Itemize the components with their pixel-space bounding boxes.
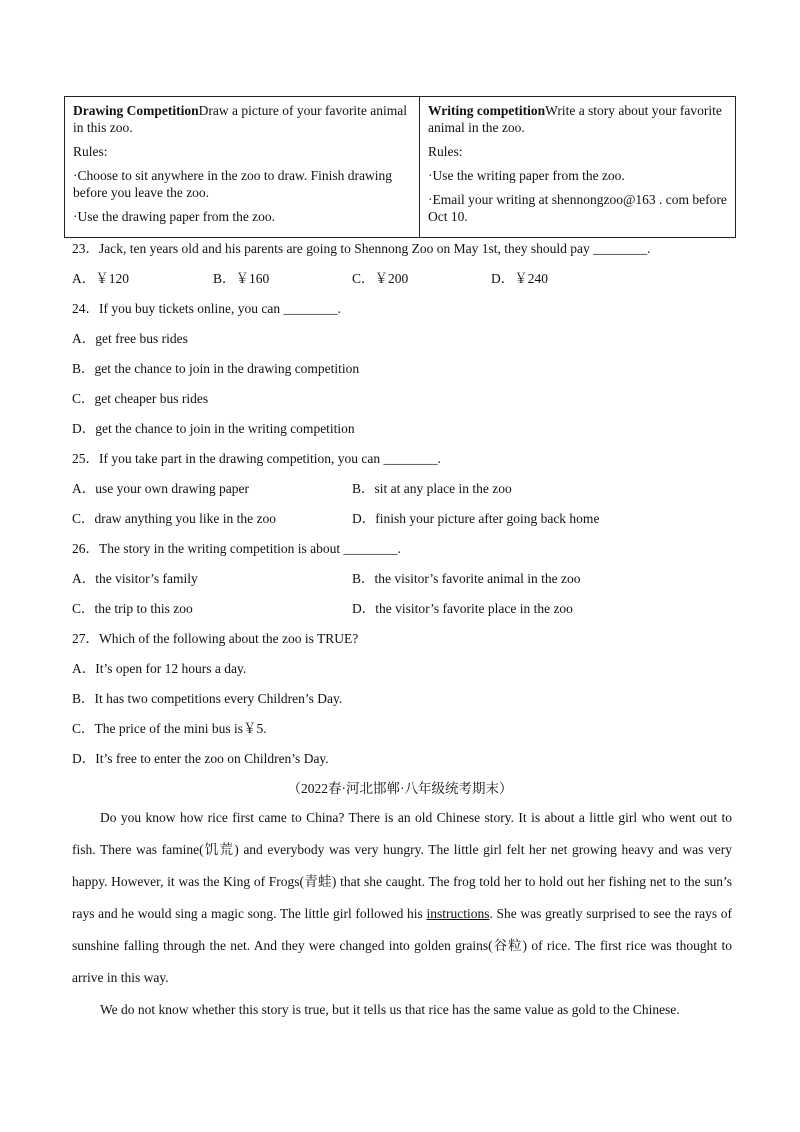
writing-competition-cell: [420, 97, 735, 237]
q23-option-b[interactable]: B．￥160: [213, 271, 270, 286]
exam-source: （2022春·河北邯郸·八年级统考期末）: [287, 781, 513, 796]
drawing-competition-desc: Draw a picture of your favorite animal in this zoo.: [73, 103, 408, 135]
passage-p1-underlined: instructions: [426, 906, 490, 921]
q26-option-b[interactable]: B．the visitor’s favorite animal in the zoo: [352, 571, 581, 586]
q25-option-a[interactable]: A．use your own drawing paper: [72, 481, 249, 496]
q24-option-a[interactable]: A．get free bus rides: [72, 331, 188, 346]
q24-option-b[interactable]: B．get the chance to join in the drawing competition: [72, 361, 360, 376]
q27-option-b[interactable]: B．It has two competitions every Children’s Day.: [72, 691, 343, 706]
q26-option-d[interactable]: D．the visitor’s favorite place in the zoo: [352, 601, 573, 616]
passage-p1-before: Do you know how rice first came to China? There is an old Chinese story. It is about a little girl who went out to fish. There was famine(饥荒) and everybody was very hungry. The little girl felt her net growing heavy and was very happy. However, it was the King of Frogs(青蛙) that she caught. The frog told her to hold out her fishing net to the sun’s rays and he would sing a magic song. The little girl followed his: [72, 810, 732, 921]
passage-p1-after: . She was greatly surprised to see the rays of sunshine falling through the net. And they were changed into golden grains(谷粒) of rice. The first rice was thought to arrive in this way.: [72, 906, 732, 985]
drawing-rule-2: ·Use the drawing paper from the zoo.: [73, 209, 276, 224]
q27-option-d[interactable]: D．It’s free to enter the zoo on Children’s Day.: [72, 751, 329, 766]
passage-paragraph-1: [72, 802, 732, 994]
q24-option-c[interactable]: C．get cheaper bus rides: [72, 391, 209, 406]
competition-table: [64, 96, 736, 238]
q27-option-a[interactable]: A．It’s open for 12 hours a day.: [72, 661, 247, 676]
drawing-rules-label: Rules:: [73, 144, 108, 159]
q24-stem: 24．If you buy tickets online, you can ________.: [72, 301, 341, 316]
q25-option-b[interactable]: B．sit at any place in the zoo: [352, 481, 512, 496]
drawing-rule-1: ·Choose to sit anywhere in the zoo to draw. Finish drawing before you leave the zoo.: [73, 168, 392, 200]
passage-paragraph-2: We do not know whether this story is true, but it tells us that rice has the same value as gold to the Chinese.: [100, 1002, 680, 1017]
q25-stem: 25．If you take part in the drawing competition, you can ________.: [72, 451, 441, 466]
q25-option-d[interactable]: D．finish your picture after going back home: [352, 511, 600, 526]
q26-option-c[interactable]: C．the trip to this zoo: [72, 601, 193, 616]
writing-competition-desc: Write a story about your favorite animal in the zoo.: [428, 103, 722, 135]
q23-stem: 23．Jack, ten years old and his parents are going to Shennong Zoo on May 1st, they should pay ________.: [72, 241, 651, 256]
q27-stem: 27．Which of the following about the zoo is TRUE?: [72, 631, 359, 646]
q25-option-c[interactable]: C．draw anything you like in the zoo: [72, 511, 276, 526]
writing-competition-title: Writing competition: [428, 103, 546, 118]
writing-rule-1: ·Use the writing paper from the zoo.: [428, 168, 625, 183]
q26-stem: 26．The story in the writing competition is about ________.: [72, 541, 401, 556]
q27-option-c[interactable]: C．The price of the mini bus is￥5.: [72, 721, 267, 736]
q23-option-d[interactable]: D．￥240: [491, 271, 548, 286]
writing-rules-label: Rules:: [428, 144, 463, 159]
q23-option-c[interactable]: C．￥200: [352, 271, 409, 286]
q24-option-d[interactable]: D．get the chance to join in the writing competition: [72, 421, 355, 436]
drawing-competition-title: Drawing Competition: [73, 103, 199, 118]
q26-option-a[interactable]: A．the visitor’s family: [72, 571, 198, 586]
q23-option-a[interactable]: A．￥120: [72, 271, 129, 286]
drawing-competition-cell: [65, 97, 420, 237]
writing-rule-2: ·Email your writing at shennongzoo@163 . com before Oct 10.: [428, 192, 727, 224]
